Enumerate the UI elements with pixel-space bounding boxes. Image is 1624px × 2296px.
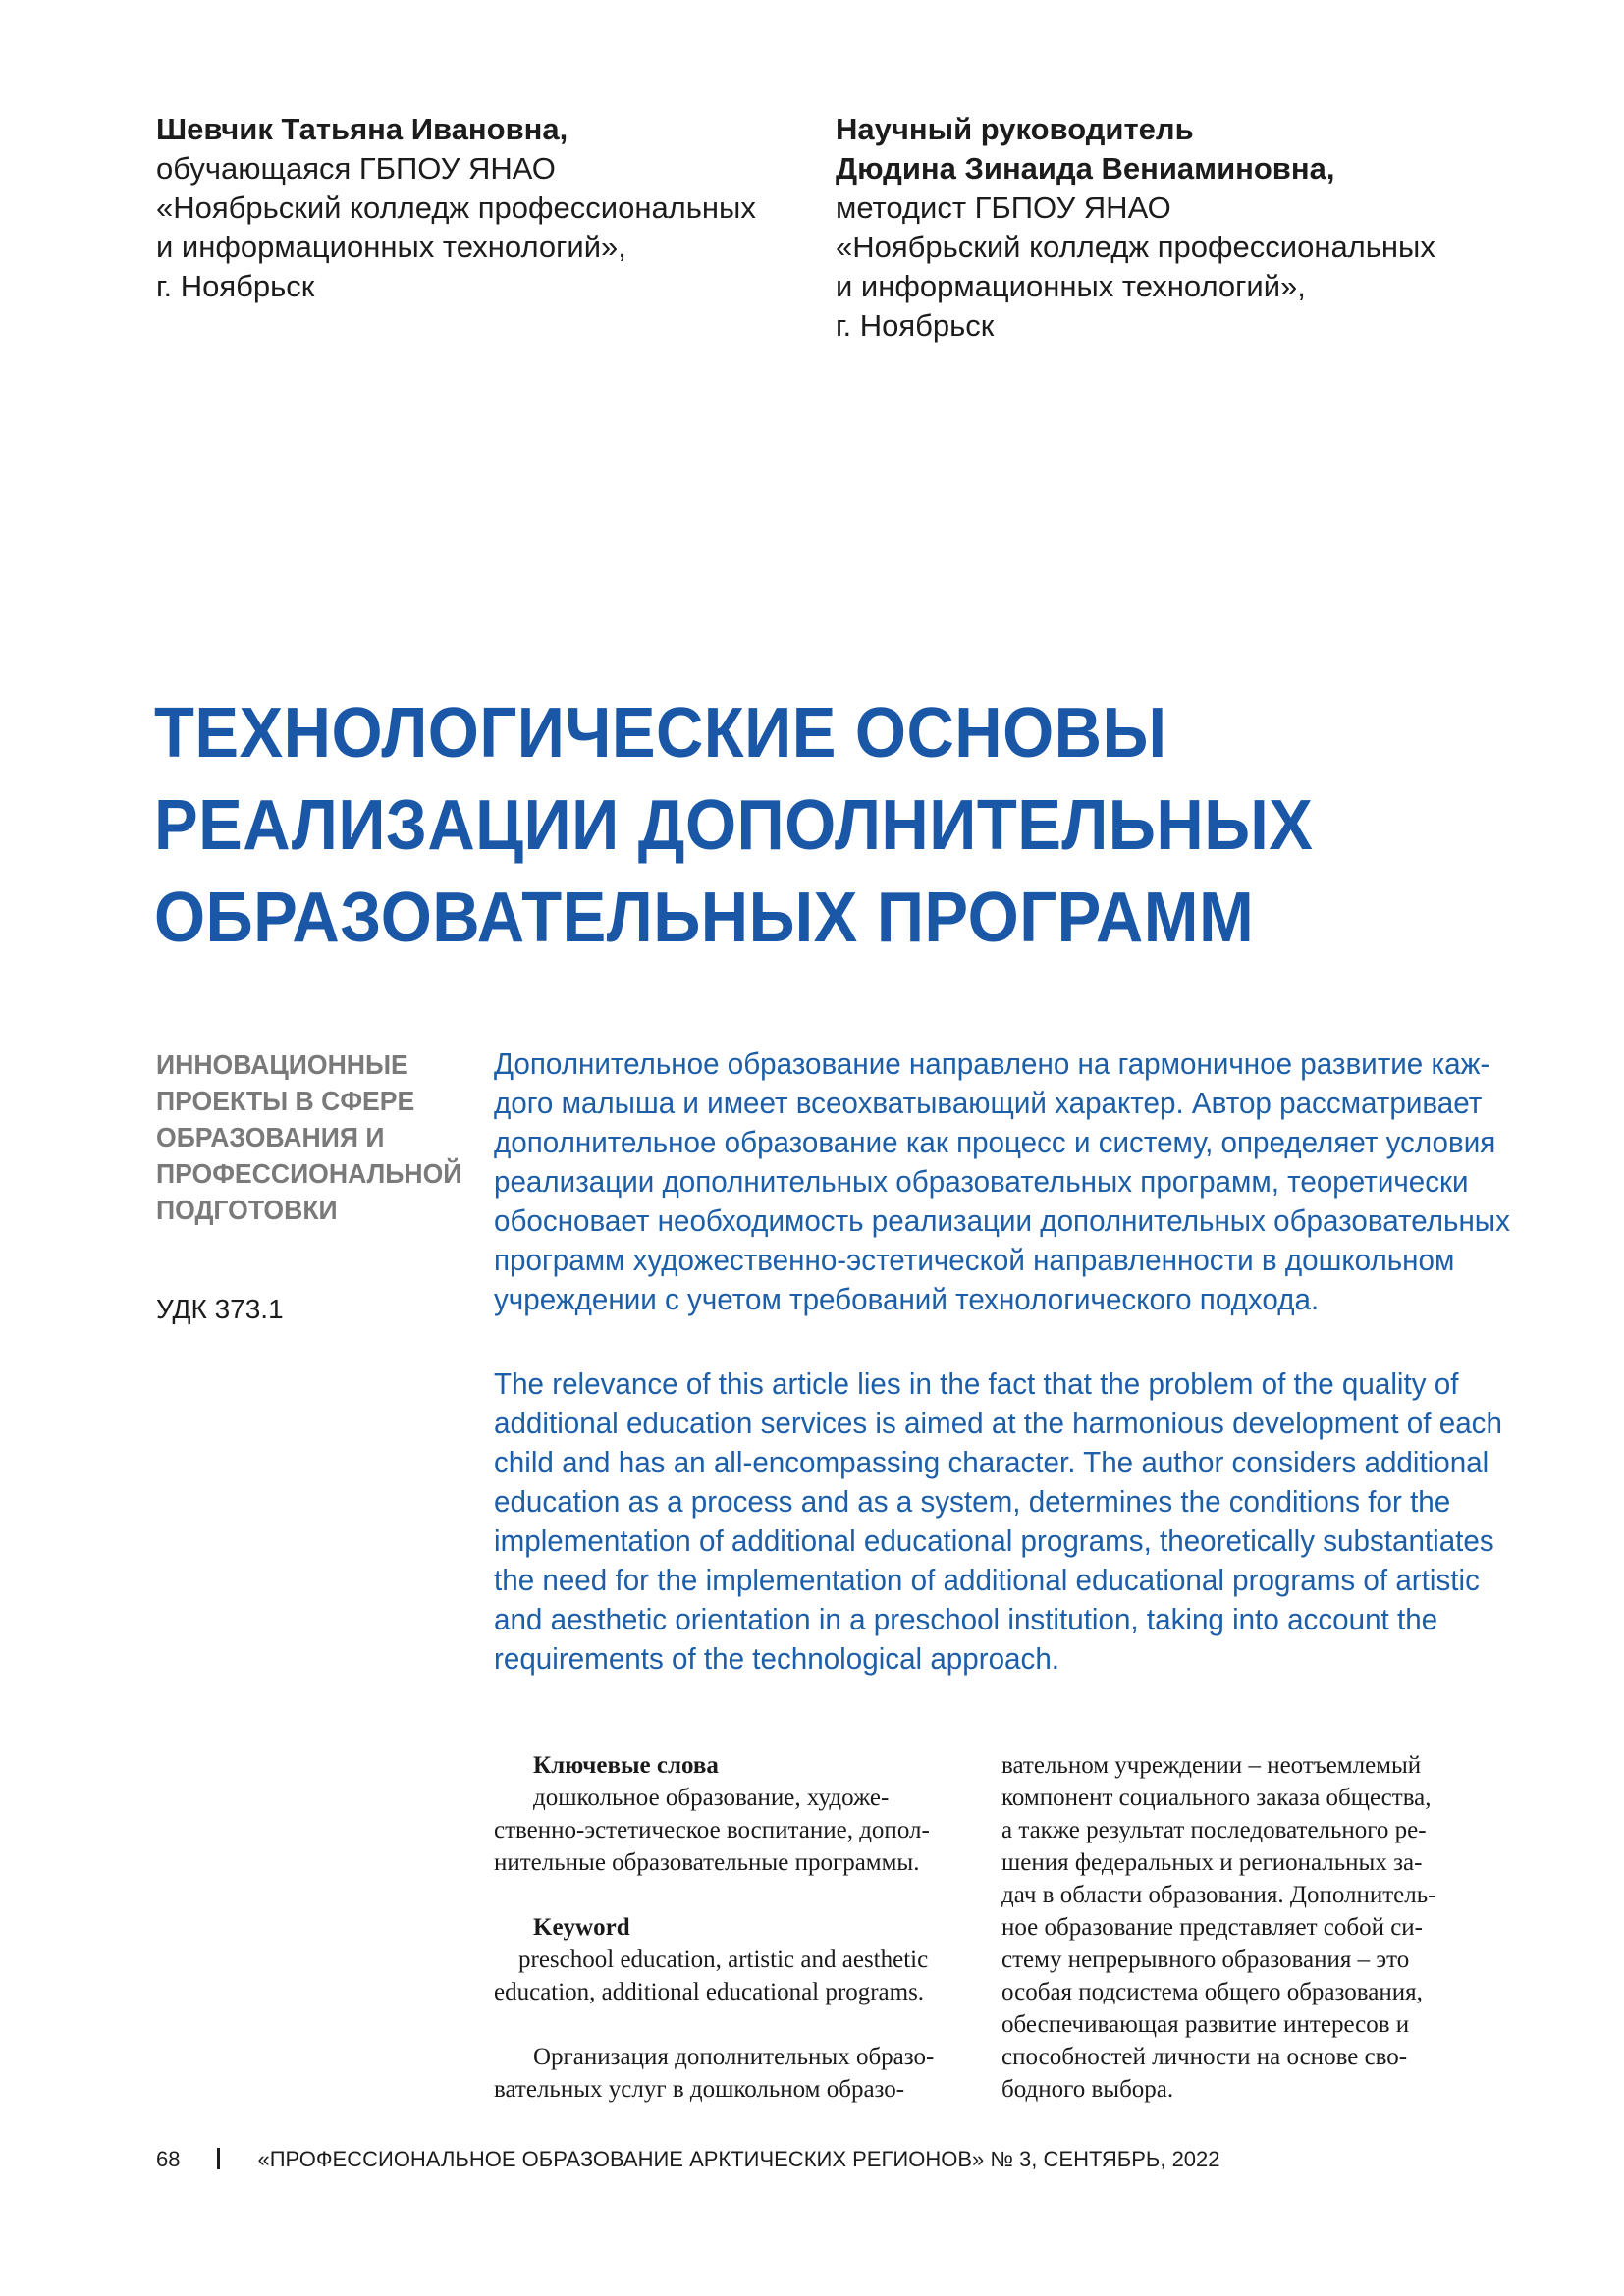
udc-code: УДК 373.1 bbox=[156, 1294, 284, 1324]
supervisor-city: г. Ноябрьск bbox=[836, 308, 995, 343]
page-number: 68 bbox=[156, 2147, 181, 2171]
body-line: особая подсистема общего образования, bbox=[1001, 1979, 1423, 2005]
abstract-line: программ художественно-эстетической направленности в дошкольном bbox=[494, 1243, 1455, 1277]
supervisor-affiliation-line: «Ноябрьский колледж профессиональных bbox=[836, 230, 1435, 264]
abstract-english bbox=[494, 1364, 1502, 1679]
rubric-line: ОБРАЗОВАНИЯ И bbox=[156, 1122, 385, 1152]
abstract-line: the need for the implementation of additional educational programs of artistic bbox=[494, 1563, 1480, 1597]
keywords-line: ственно-эстетическое воспитание, допол- bbox=[494, 1817, 930, 1843]
body-line: вательных услуг в дошкольном образо- bbox=[494, 2076, 905, 2103]
title-line: ТЕХНОЛОГИЧЕСКИЕ ОСНОВЫ bbox=[154, 694, 1167, 773]
abstract-line: реализации дополнительных образовательных программ, теоретически bbox=[494, 1164, 1469, 1199]
abstract-line: дого малыша и имеет всеохватывающий характер. Автор рассматривает bbox=[494, 1086, 1483, 1120]
body-line: ное образование представляет собой си- bbox=[1001, 1914, 1424, 1941]
supervisor-affiliation-line: и информационных технологий», bbox=[836, 269, 1306, 303]
keywords-line: дошкольное образование, художе- bbox=[533, 1785, 890, 1811]
abstract-line: дополнительное образование как процесс и систему, определяет условия bbox=[494, 1125, 1496, 1159]
body-line: обеспечивающая развитие интересов и bbox=[1001, 2011, 1410, 2038]
abstract-line: additional education services is aimed at the harmonious development of each bbox=[494, 1406, 1502, 1440]
body-line: вательном учреждении – неотъемлемый bbox=[1001, 1752, 1422, 1779]
body-column-left bbox=[494, 1749, 975, 2106]
title-line: ОБРАЗОВАТЕЛЬНЫХ ПРОГРАММ bbox=[154, 879, 1255, 957]
abstract-line: обосновает необходимость реализации дополнительных образовательных bbox=[494, 1203, 1510, 1238]
footer-separator bbox=[217, 2148, 220, 2169]
abstract-line: учреждении с учетом требований технологического подхода. bbox=[494, 1282, 1320, 1316]
rubric-line: ПРОЕКТЫ В СФЕРЕ bbox=[156, 1086, 415, 1116]
title-line: РЕАЛИЗАЦИИ ДОПОЛНИТЕЛЬНЫХ bbox=[154, 786, 1314, 865]
body-line: шения федеральных и региональных за- bbox=[1001, 1849, 1423, 1876]
abstract-russian bbox=[494, 1044, 1510, 1319]
rubric-line: ИННОВАЦИОННЫЕ bbox=[156, 1049, 408, 1080]
page-footer bbox=[156, 2147, 1220, 2172]
abstract-line: child and has an all-encompassing character. The author considers additional bbox=[494, 1445, 1489, 1479]
author-city: г. Ноябрьск bbox=[156, 269, 315, 303]
abstract-line: Дополнительное образование направлено на гармоничное развитие каж- bbox=[494, 1046, 1490, 1081]
keywords-en-heading: Keyword bbox=[533, 1914, 630, 1941]
rubric-line: ПРОФЕССИОНАЛЬНОЙ bbox=[156, 1158, 462, 1189]
keywords-en-line: preschool education, artistic and aesthetic bbox=[518, 1947, 929, 1973]
keywords-en-line: education, additional educational programs. bbox=[494, 1979, 925, 2005]
abstract-line: and aesthetic orientation in a preschool institution, taking into account the bbox=[494, 1602, 1438, 1636]
body-line: стему непрерывного образования – это bbox=[1001, 1947, 1410, 1973]
body-line: Организация дополнительных образо- bbox=[533, 2044, 935, 2070]
author-affiliation-line: «Ноябрьский колледж профессиональных bbox=[156, 190, 756, 225]
author-affiliation-line: и информационных технологий», bbox=[156, 230, 626, 264]
supervisor-info bbox=[836, 110, 1523, 346]
author-affiliation-line: обучающаяся ГБПОУ ЯНАО bbox=[156, 151, 556, 186]
abstract-line: education as a process and as a system, determines the conditions for the bbox=[494, 1484, 1451, 1519]
rubric-line: ПОДГОТОВКИ bbox=[156, 1195, 338, 1225]
rubric bbox=[156, 1046, 462, 1228]
body-line: а также результат последовательного ре- bbox=[1001, 1817, 1427, 1843]
supervisor-affiliation-line: методист ГБПОУ ЯНАО bbox=[836, 190, 1171, 225]
body-line: способностей личности на основе сво- bbox=[1001, 2044, 1408, 2070]
abstract-line: implementation of additional educational programs, theoretically substantiates bbox=[494, 1523, 1494, 1558]
supervisor-role: Научный руководитель bbox=[836, 112, 1194, 146]
journal-name: «ПРОФЕССИОНАЛЬНОЕ ОБРАЗОВАНИЕ АРКТИЧЕСКИХ РЕГИОНОВ» № 3, СЕНТЯБРЬ, 2022 bbox=[257, 2147, 1220, 2171]
abstract-line: The relevance of this article lies in the fact that the problem of the quality of bbox=[494, 1366, 1459, 1401]
body-column-right bbox=[1001, 1749, 1483, 2106]
article-title bbox=[154, 687, 1433, 964]
supervisor-name: Дюдина Зинаида Вениаминовна, bbox=[836, 151, 1335, 186]
body-line: компонент социального заказа общества, bbox=[1001, 1785, 1432, 1811]
abstract-line: requirements of the technological approach. bbox=[494, 1641, 1060, 1676]
body-line: дач в области образования. Дополнитель- bbox=[1001, 1882, 1436, 1908]
author-info bbox=[156, 110, 785, 306]
body-line: бодного выбора. bbox=[1001, 2076, 1174, 2103]
author-name: Шевчик Татьяна Ивановна, bbox=[156, 112, 568, 146]
keywords-line: нительные образовательные программы. bbox=[494, 1849, 920, 1876]
keywords-heading: Ключевые слова bbox=[533, 1752, 719, 1779]
